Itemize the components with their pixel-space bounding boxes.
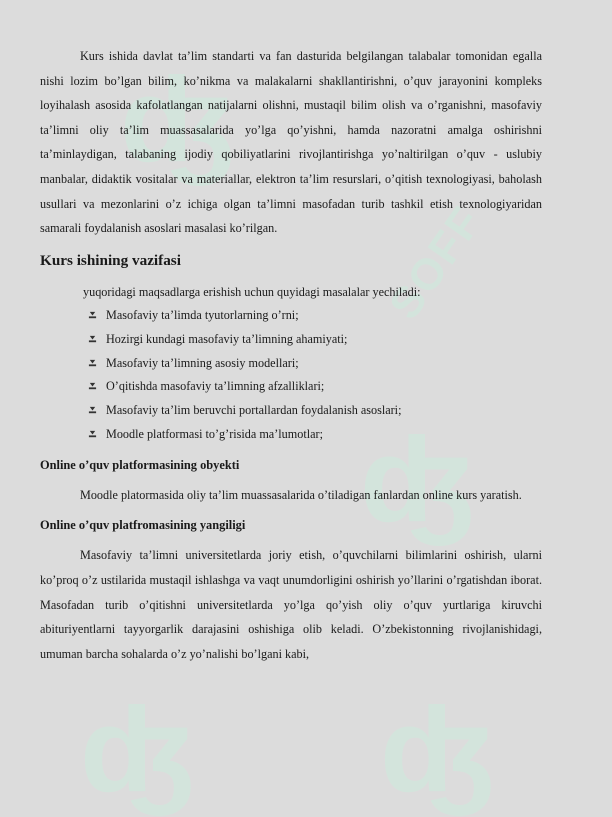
tasks-intro: yuqoridagi maqsadlarga erishish uchun quyidagi masalalar yechiladi: bbox=[83, 284, 421, 299]
list-item bbox=[86, 399, 542, 423]
section-heading-tasks: Kurs ishining vazifasi bbox=[40, 251, 181, 269]
list-item-label: Hozirgi kundagi masofaviy ta’limning ahamiyati; bbox=[106, 331, 348, 346]
document-content bbox=[40, 44, 542, 666]
list-item-label: Moodle platformasi to’g’risida ma’lumotlar; bbox=[106, 426, 323, 441]
list-item-label: Masofaviy ta’limda tyutorlarning o’rni; bbox=[106, 307, 299, 322]
tasks-list bbox=[40, 304, 542, 447]
list-item bbox=[86, 328, 542, 352]
watermark-logo-icon: ʤ bbox=[80, 683, 194, 817]
list-item-label: Masofaviy ta’lim beruvchi portallardan foydalanish asoslari; bbox=[106, 403, 402, 418]
intro-paragraph: Kurs ishida davlat ta’lim standarti va fan dasturida belgilangan talabalar tomonidan egalla nishi lozim bo’lgan bilim, ko’nikma va malakalarni shakllantirishni, o’quv jarayonini kompleks loyihalash asosida kafolatlangan natijalarni olishni, mustaqil bilim olish va o’rganishni, masofaviy ta’limni oliy ta’lim muassasalarida yo’lga qo’yishni, hamda nazoratni amalga oshirishni ta’minlaydigan, talabaning ijodiy qobiliyatlarini rivojlantirishga yo’naltirilgan o’quv - uslubiy manbalar, didaktik vositalar va materiallar, elektron ta’lim resurslari, o’qitish texnologiyasi, baholash usullari va mezonlarini o’z ichiga olgan ta’limni masofadan turib tashkil etish texnologiyaridan samarali foydalanish asoslari masalasi ko’rilgan. bbox=[40, 49, 542, 236]
section-heading-novelty: Online o’quv platfromasining yangiligi bbox=[40, 518, 246, 533]
arrow-bullet-icon bbox=[88, 335, 97, 344]
list-item-label: O’qitishda masofaviy ta’limning afzalliklari; bbox=[106, 379, 325, 394]
watermark-logo-icon: ʤ bbox=[360, 413, 474, 547]
watermark-logo-icon: ʤ bbox=[120, 53, 234, 187]
watermark-text: SOFF bbox=[380, 197, 493, 329]
section-heading-object: Online o’quv platformasining obyekti bbox=[40, 457, 240, 472]
list-item bbox=[86, 423, 542, 447]
list-item bbox=[86, 304, 542, 328]
arrow-bullet-icon bbox=[88, 311, 97, 320]
arrow-bullet-icon bbox=[88, 406, 97, 415]
list-item-label: Masofaviy ta’limning asosiy modellari; bbox=[106, 355, 299, 370]
list-item bbox=[86, 352, 542, 376]
list-item bbox=[86, 375, 542, 399]
novelty-paragraph: Masofaviy ta’limni universitetlarda joriy etish, o’quvchilarni bilimlarini oshirish, ularni ko’proq o’z ustilarida mustaqil ishlashga va vaqt unumdorligini oshirish yo’llarini o’rgatishdan iborat. Masofadan turib o’qitishni universitetlarda yo’lga qo’yish oliy o’quv yurtlariga kiruvchi abituriyentlarni tayyorgarlik darajasini oshishiga olib keladi. O’zbekistonning rivojlanishidagi, umuman barcha sohalarda o’z yo’nalishi bo’lgani kabi, bbox=[40, 548, 542, 661]
arrow-bullet-icon bbox=[88, 430, 97, 439]
arrow-bullet-icon bbox=[88, 382, 97, 391]
object-paragraph: Moodle platormasida oliy ta’lim muassasalarida o’tiladigan fanlardan online kurs yaratish. bbox=[80, 487, 522, 502]
arrow-bullet-icon bbox=[88, 359, 97, 368]
watermark-logo-icon: ʤ bbox=[380, 683, 494, 817]
